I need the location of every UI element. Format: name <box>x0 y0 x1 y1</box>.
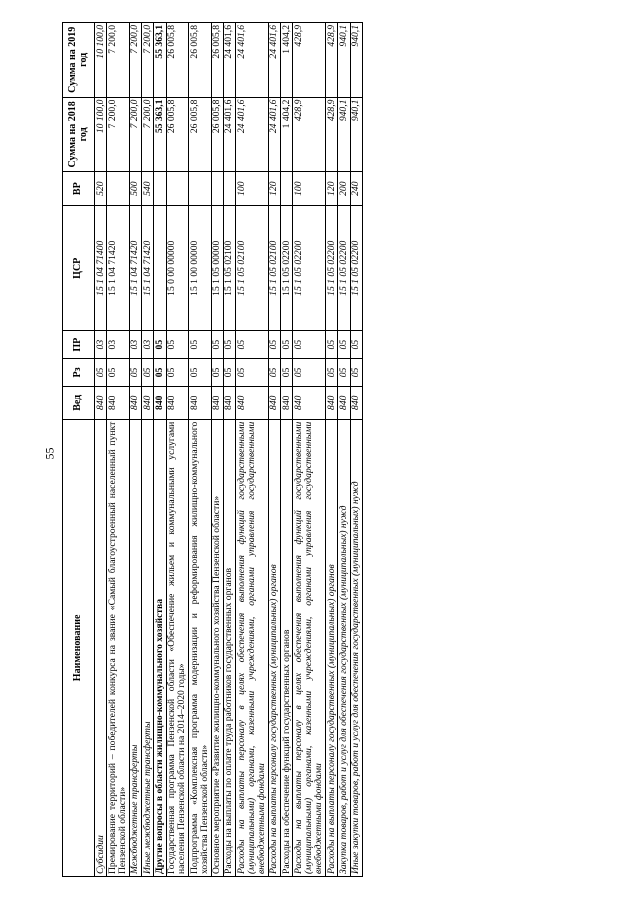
row-rz-cell: 05 <box>281 359 293 387</box>
table-row <box>268 23 280 877</box>
row-rz-cell: 05 <box>142 359 154 387</box>
row-csr-cell: 15 1 04 71420 <box>142 206 154 331</box>
row-vr-cell <box>223 172 235 206</box>
row-vr-cell <box>189 172 212 206</box>
row-ved-cell: 840 <box>268 386 280 419</box>
row-csr-cell: 15 1 05 02200 <box>326 206 338 331</box>
row-name-cell: Государственная программа Пензенской области «Обеспечение жильем и коммунальными услугами населения Пензенской области на 2014–2020 годы» <box>166 419 189 876</box>
row-rz-cell: 05 <box>268 359 280 387</box>
row-sum2019-cell: 7 200,0 <box>142 23 154 98</box>
row-sum2018-cell: 26 005,8 <box>166 97 189 172</box>
row-rz-cell: 05 <box>223 359 235 387</box>
row-name-cell: Иные межбюджетные трансферты <box>142 419 154 876</box>
row-ved-cell: 840 <box>129 386 141 419</box>
row-sum2018-cell: 26 005,8 <box>211 97 223 172</box>
row-pr-cell: 05 <box>326 331 338 359</box>
row-sum2019-cell: 26 005,8 <box>166 23 189 98</box>
row-csr-cell: 15 1 00 00000 <box>189 206 212 331</box>
row-sum2018-cell: 7 200,0 <box>129 97 141 172</box>
row-pr-cell: 05 <box>350 331 362 359</box>
row-sum2018-cell: 7 200,0 <box>142 97 154 172</box>
row-sum2019-cell: 428,9 <box>326 23 338 98</box>
row-csr-cell: 15 1 05 02200 <box>338 206 350 331</box>
row-pr-cell: 03 <box>95 331 107 359</box>
row-sum2019-cell: 428,9 <box>293 23 326 98</box>
table-row <box>142 23 154 877</box>
row-name-cell: Другие вопросы в области жилищно-коммунального хозяйства <box>154 419 166 876</box>
row-name-cell: Субсидии <box>95 419 107 876</box>
row-vr-cell: 100 <box>293 172 326 206</box>
table-body <box>95 23 363 877</box>
row-sum2018-cell: 24 401,6 <box>236 97 269 172</box>
row-sum2019-cell: 940,1 <box>338 23 350 98</box>
row-sum2019-cell: 24 401,6 <box>223 23 235 98</box>
row-rz-cell: 05 <box>211 359 223 387</box>
table-row <box>350 23 362 877</box>
row-pr-cell: 03 <box>142 331 154 359</box>
row-name-cell: Расходы на выплаты персоналу государственных (муниципальных) органов <box>268 419 280 876</box>
row-rz-cell: 05 <box>326 359 338 387</box>
row-vr-cell: 540 <box>142 172 154 206</box>
row-name-cell: Премирование территорий – победителей конкурса на звание «Самый благоустроенный населенный пункт Пензенской области» <box>107 419 130 876</box>
row-vr-cell <box>154 172 166 206</box>
row-ved-cell: 840 <box>223 386 235 419</box>
row-pr-cell: 05 <box>268 331 280 359</box>
row-name-cell: Иные закупки товаров, работ и услуг для обеспечения государственных (муниципальных) нужд <box>350 419 362 876</box>
row-sum2019-cell: 1 404,2 <box>281 23 293 98</box>
row-ved-cell: 840 <box>293 386 326 419</box>
row-pr-cell: 03 <box>107 331 130 359</box>
row-vr-cell: 200 <box>338 172 350 206</box>
col-sum2018-header: Сумма на 2018 год <box>63 97 95 172</box>
row-csr-cell: 15 1 05 02200 <box>281 206 293 331</box>
row-ved-cell: 840 <box>281 386 293 419</box>
row-rz-cell: 05 <box>166 359 189 387</box>
row-ved-cell: 840 <box>326 386 338 419</box>
row-ved-cell: 840 <box>338 386 350 419</box>
row-sum2018-cell: 26 005,8 <box>189 97 212 172</box>
table-row <box>281 23 293 877</box>
row-vr-cell: 240 <box>350 172 362 206</box>
row-vr-cell <box>211 172 223 206</box>
page-number: 55 <box>42 447 57 460</box>
row-rz-cell: 05 <box>236 359 269 387</box>
row-name-cell: Расходы на выплаты персоналу в целях обеспечения выполнения функций государственными (муниципальными) органами, казенными учреждениями, органами управления государственными внебюджетными фондами <box>236 419 269 876</box>
table-row <box>166 23 189 877</box>
row-name-cell: Расходы на обеспечение функций государственных органов <box>281 419 293 876</box>
row-pr-cell: 05 <box>236 331 269 359</box>
row-sum2019-cell: 7 200,0 <box>129 23 141 98</box>
row-name-cell: Расходы на выплаты персоналу в целях обеспечения выполнения функций государственными (муниципальными) органами, казенными учреждениями, органами управления государственными внебюджетными фондами <box>293 419 326 876</box>
row-vr-cell <box>107 172 130 206</box>
row-sum2018-cell: 7 200,0 <box>107 97 130 172</box>
budget-table <box>62 22 363 877</box>
row-vr-cell: 100 <box>236 172 269 206</box>
row-name-cell: Расходы на выплаты по оплате труда работников государственных органов <box>223 419 235 876</box>
row-sum2019-cell: 10 100,0 <box>95 23 107 98</box>
row-csr-cell: 15 1 05 02200 <box>293 206 326 331</box>
row-sum2018-cell: 940,1 <box>350 97 362 172</box>
col-sum2019-header: Сумма на 2019 год <box>63 23 95 98</box>
row-ved-cell: 840 <box>142 386 154 419</box>
row-sum2019-cell: 55 363,1 <box>154 23 166 98</box>
row-csr-cell <box>154 206 166 331</box>
row-sum2019-cell: 940,1 <box>350 23 362 98</box>
table-row <box>223 23 235 877</box>
row-pr-cell: 05 <box>223 331 235 359</box>
row-csr-cell: 15 1 05 00000 <box>211 206 223 331</box>
row-csr-cell: 15 1 05 02200 <box>350 206 362 331</box>
col-vr-header: ВР <box>63 172 95 206</box>
row-csr-cell: 15 1 04 71420 <box>107 206 130 331</box>
row-vr-cell: 120 <box>268 172 280 206</box>
row-rz-cell: 05 <box>107 359 130 387</box>
row-pr-cell: 05 <box>293 331 326 359</box>
row-ved-cell: 840 <box>236 386 269 419</box>
row-ved-cell: 840 <box>107 386 130 419</box>
table-row <box>107 23 130 877</box>
header-row <box>63 23 95 877</box>
row-pr-cell: 05 <box>281 331 293 359</box>
row-rz-cell: 05 <box>338 359 350 387</box>
row-rz-cell: 05 <box>154 359 166 387</box>
row-pr-cell: 05 <box>166 331 189 359</box>
row-sum2018-cell: 10 100,0 <box>95 97 107 172</box>
row-sum2018-cell: 24 401,6 <box>268 97 280 172</box>
row-name-cell: Межбюджетные трансферты <box>129 419 141 876</box>
col-ved-header: Вед <box>63 386 95 419</box>
table-row <box>293 23 326 877</box>
row-csr-cell: 15 1 05 02100 <box>236 206 269 331</box>
row-csr-cell: 15 0 00 00000 <box>166 206 189 331</box>
row-sum2018-cell: 24 401,6 <box>223 97 235 172</box>
row-sum2019-cell: 26 005,8 <box>189 23 212 98</box>
table-row <box>211 23 223 877</box>
row-vr-cell: 120 <box>326 172 338 206</box>
row-csr-cell: 15 1 04 71400 <box>95 206 107 331</box>
table-row <box>189 23 212 877</box>
row-ved-cell: 840 <box>211 386 223 419</box>
col-pr-header: ПР <box>63 331 95 359</box>
row-vr-cell <box>281 172 293 206</box>
row-pr-cell: 05 <box>211 331 223 359</box>
row-ved-cell: 840 <box>95 386 107 419</box>
row-csr-cell: 15 1 05 02100 <box>268 206 280 331</box>
row-sum2018-cell: 55 363,1 <box>154 97 166 172</box>
row-name-cell: Основное мероприятие «Развитие жилищно-коммунального хозяйства Пензенской области» <box>211 419 223 876</box>
table-row <box>154 23 166 877</box>
row-rz-cell: 05 <box>293 359 326 387</box>
table-row <box>236 23 269 877</box>
row-ved-cell: 840 <box>350 386 362 419</box>
row-vr-cell: 520 <box>95 172 107 206</box>
row-sum2019-cell: 24 401,6 <box>268 23 280 98</box>
row-rz-cell: 05 <box>350 359 362 387</box>
row-sum2019-cell: 24 401,6 <box>236 23 269 98</box>
row-vr-cell <box>166 172 189 206</box>
col-rz-header: Рз <box>63 359 95 387</box>
row-rz-cell: 05 <box>129 359 141 387</box>
row-csr-cell: 15 1 04 71420 <box>129 206 141 331</box>
row-name-cell: Закупка товаров, работ и услуг для обеспечения государственных (муниципальных) нужд <box>338 419 350 876</box>
row-sum2018-cell: 1 404,2 <box>281 97 293 172</box>
row-pr-cell: 05 <box>154 331 166 359</box>
table-row <box>129 23 141 877</box>
row-name-cell: Подпрограмма «Комплексная программа модернизации и реформирования жилищно-коммунального хозяйства Пензенской области» <box>189 419 212 876</box>
row-csr-cell: 15 1 05 02100 <box>223 206 235 331</box>
row-sum2018-cell: 428,9 <box>293 97 326 172</box>
row-sum2018-cell: 940,1 <box>338 97 350 172</box>
row-sum2019-cell: 26 005,8 <box>211 23 223 98</box>
row-vr-cell: 500 <box>129 172 141 206</box>
row-sum2019-cell: 7 200,0 <box>107 23 130 98</box>
table-row <box>326 23 338 877</box>
row-ved-cell: 840 <box>189 386 212 419</box>
row-rz-cell: 05 <box>95 359 107 387</box>
col-name-header: Наименование <box>63 419 95 876</box>
row-pr-cell: 05 <box>189 331 212 359</box>
row-ved-cell: 840 <box>154 386 166 419</box>
row-pr-cell: 03 <box>129 331 141 359</box>
row-ved-cell: 840 <box>166 386 189 419</box>
row-sum2018-cell: 428,9 <box>326 97 338 172</box>
col-csr-header: ЦСР <box>63 206 95 331</box>
row-name-cell: Расходы на выплаты персоналу государственных (муниципальных) органов <box>326 419 338 876</box>
row-pr-cell: 05 <box>338 331 350 359</box>
table-row <box>338 23 350 877</box>
table-row <box>95 23 107 877</box>
row-rz-cell: 05 <box>189 359 212 387</box>
